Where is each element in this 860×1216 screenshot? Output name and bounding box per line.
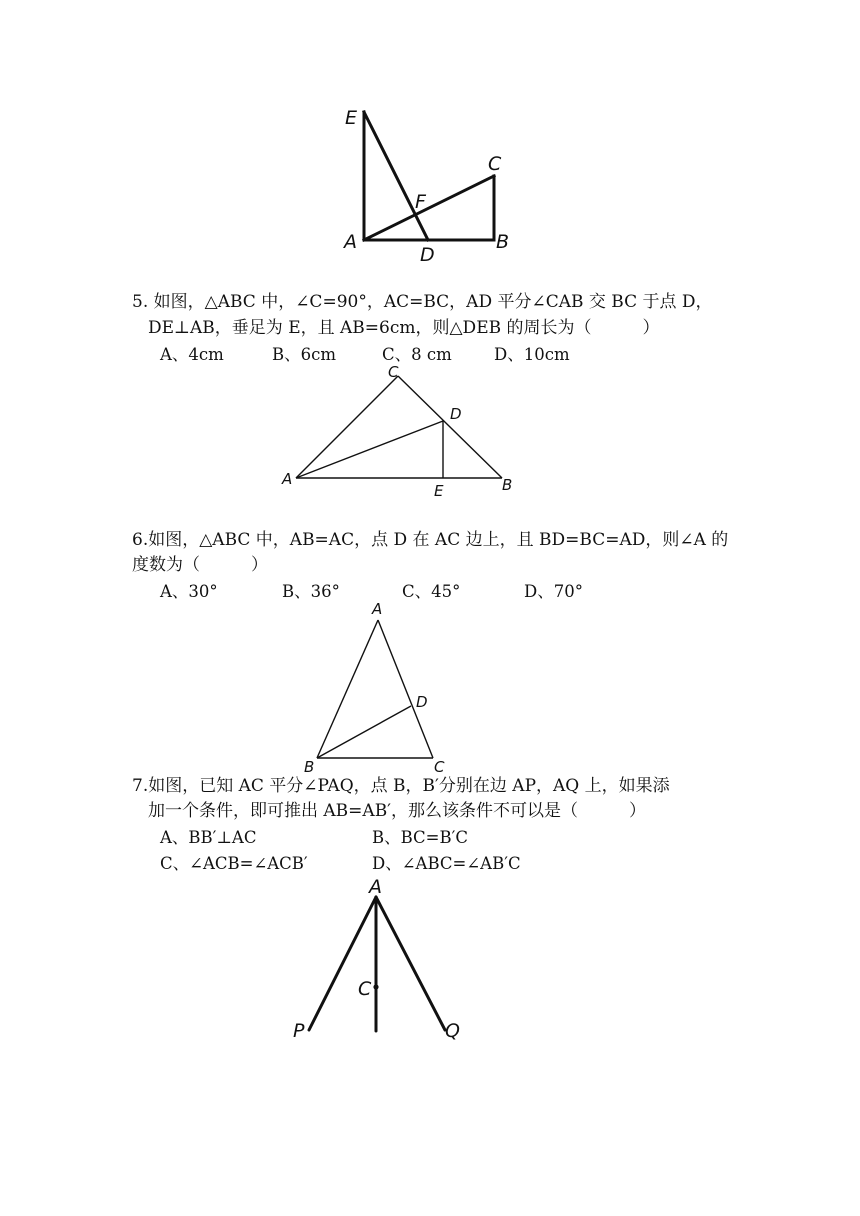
q7-option-c: C、∠ACB=∠ACB′: [160, 854, 308, 873]
q6-stem-line2: 度数为（ ）: [132, 555, 268, 575]
q5-stem-line2: DE⊥AB，垂足为 E，且 AB=6cm，则△DEB 的周长为（ ）: [148, 318, 660, 338]
label-a: A: [282, 470, 293, 488]
segment-ab: [317, 620, 378, 758]
segment-ac: [378, 620, 433, 758]
segment-ac: [296, 376, 398, 478]
q5-stem-line1: 5. 如图，△ABC 中，∠C=90°，AC=BC，AD 平分∠CAB 交 BC 于点 D，: [132, 292, 713, 312]
label-a: A: [344, 231, 357, 253]
label-b: B: [304, 758, 315, 776]
q7-option-a: A、BB′⊥AC: [160, 828, 257, 847]
q5-option-c: C、8 cm: [382, 345, 452, 364]
label-b: B: [502, 476, 513, 494]
ray-ap: [309, 897, 376, 1030]
segment-ad: [296, 421, 443, 478]
q5-option-d: D、10cm: [494, 345, 570, 364]
q5-option-a: A、4cm: [160, 345, 224, 364]
label-c: C: [358, 978, 372, 1000]
label-d: D: [416, 693, 428, 711]
q6-figure: [300, 600, 460, 775]
label-a: A: [372, 600, 383, 618]
label-d: D: [420, 244, 435, 266]
label-c: C: [388, 363, 399, 381]
q6-option-c: C、45°: [402, 582, 461, 601]
q7-option-d: D、∠ABC=∠AB′C: [372, 854, 521, 873]
q7-stem-line1: 7.如图，已知 AC 平分∠PAQ，点 B，B′分别在边 AP，AQ 上，如果添: [132, 776, 670, 796]
q6-option-a: A、30°: [160, 582, 218, 601]
label-d: D: [450, 405, 462, 423]
q7-figure: [285, 875, 485, 1040]
label-a: A: [369, 876, 382, 898]
label-f: F: [415, 191, 426, 213]
label-q: Q: [445, 1020, 460, 1042]
label-e: E: [345, 107, 358, 129]
point-c: [373, 984, 378, 989]
q7-stem-line2: 加一个条件，即可推出 AB=AB′，那么该条件不可以是（ ）: [148, 801, 647, 821]
segment-ac: [364, 176, 494, 240]
q5-option-b: B、6cm: [272, 345, 337, 364]
q6-stem-line1: 6.如图，△ABC 中，AB=AC，点 D 在 AC 边上，且 BD=BC=AD，则∠A 的: [132, 530, 729, 550]
label-b: B: [496, 231, 510, 253]
q6-option-b: B、36°: [282, 582, 340, 601]
figure-top: [330, 100, 530, 270]
label-e: E: [434, 482, 444, 500]
segment-bd: [317, 706, 411, 758]
label-p: P: [293, 1020, 305, 1042]
segment-ed: [364, 112, 428, 240]
segment-cb: [398, 376, 502, 478]
q6-option-d: D、70°: [524, 582, 583, 601]
label-c: C: [434, 758, 445, 776]
q5-figure: [278, 362, 528, 502]
q7-option-b: B、BC=B′C: [372, 828, 469, 847]
ray-aq: [376, 897, 445, 1030]
label-c: C: [488, 153, 502, 175]
